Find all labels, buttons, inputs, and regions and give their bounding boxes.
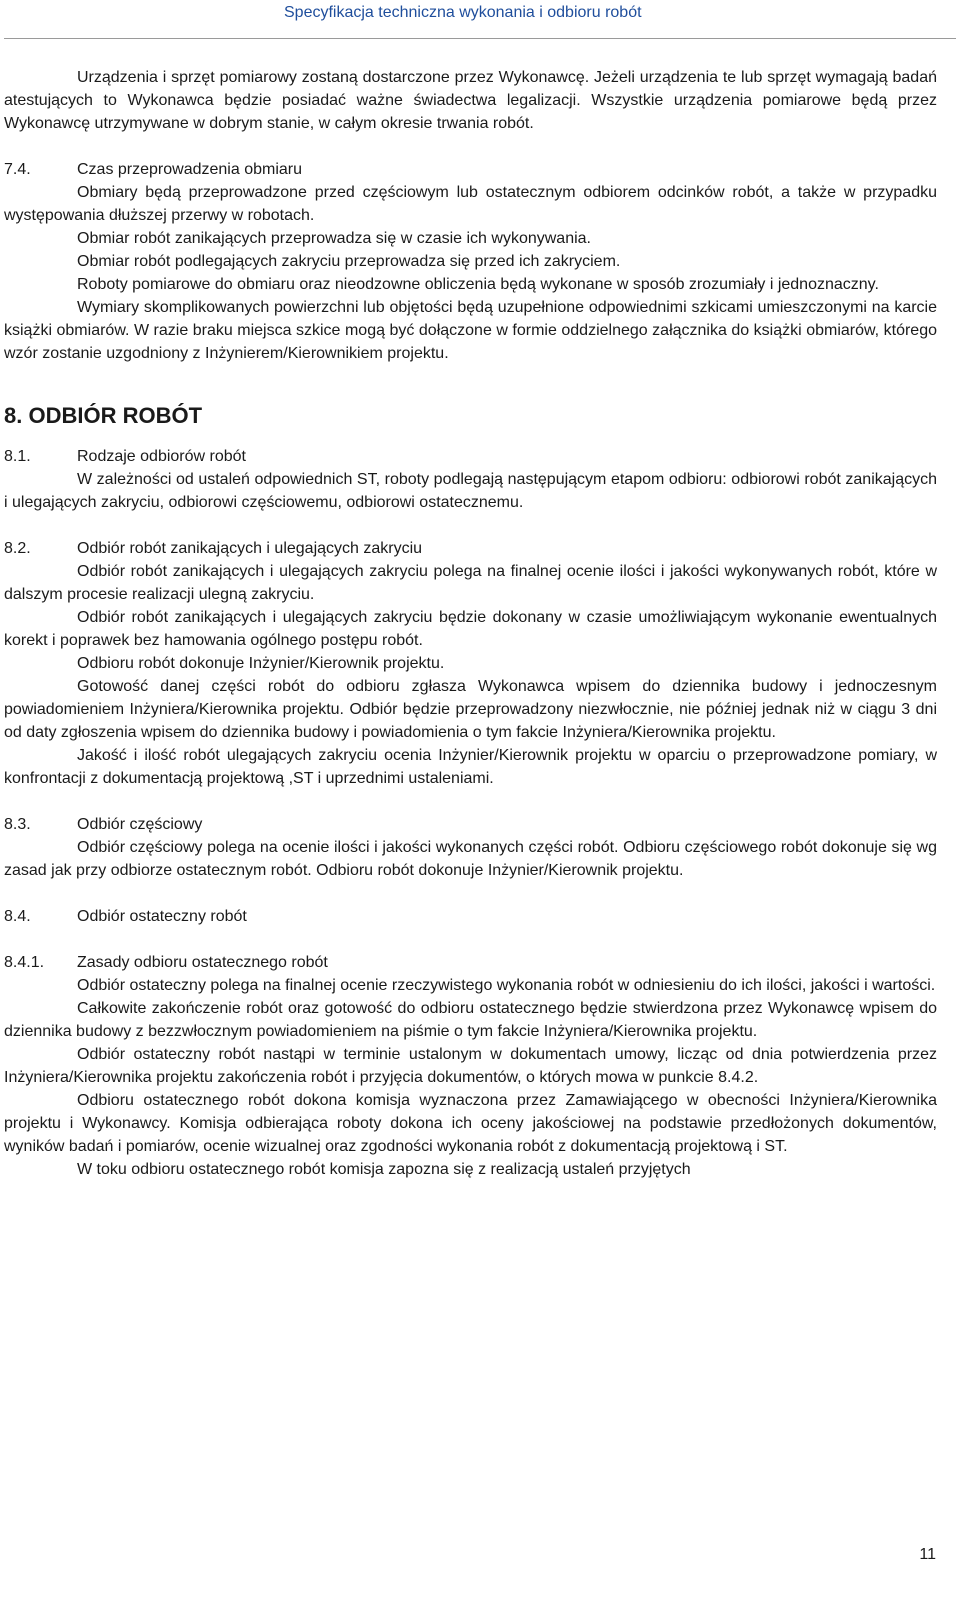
section-8-4-heading bbox=[4, 905, 937, 928]
section-title: Czas przeprowadzenia obmiaru bbox=[77, 161, 302, 178]
paragraph: Obmiary będą przeprowadzone przed częściowym lub ostatecznym odbiorem odcinków robót, a także w przypadku występowania dłuższej przerwy w robotach. bbox=[4, 184, 937, 224]
paragraph: Odbiór robót zanikających i ulegających zakryciu będzie dokonany w czasie umożliwiającym wykonanie ewentualnych korekt i poprawek bez hamowania ogólnego postępu robót. bbox=[4, 609, 937, 649]
paragraph: Gotowość danej części robót do odbioru zgłasza Wykonawca wpisem do dziennika budowy i jednoczesnym powiadomieniem Inżyniera/Kierownika projektu. Odbiór będzie przeprowadzony niezwłocznie, nie później jednak niż w ciągu 3 dni od daty zgłoszenia wpisem do dziennika budowy i powiadomienia o tym fakcie Inżyniera/Kierownika projektu. bbox=[4, 678, 937, 741]
section-number: 8.4.1. bbox=[4, 954, 45, 971]
paragraph: Wymiary skomplikowanych powierzchni lub objętości będą uzupełnione odpowiednimi szkicami umieszczonymi na karcie książki obmiarów. W razie braku miejsca szkice mogą być dołączone w formie oddzielnego załącznika do książki obmiarów, którego wzór zostanie uzgodniony z Inżynierem/Kierownikiem projektu. bbox=[4, 299, 937, 362]
paragraph: Roboty pomiarowe do obmiaru oraz nieodzowne obliczenia będą wykonane w sposób zrozumiały i jednoznaczny. bbox=[77, 276, 879, 293]
section-number: 8.1. bbox=[4, 448, 31, 465]
paragraph: Obmiar robót podlegających zakryciu przeprowadza się przed ich zakryciem. bbox=[77, 253, 621, 270]
page-header bbox=[0, 0, 960, 38]
header-title: Specyfikacja techniczna wykonania i odbioru robót bbox=[284, 4, 642, 21]
section-8-4-1-heading bbox=[4, 951, 937, 974]
paragraph: Odbiór robót zanikających i ulegających zakryciu polega na finalnej ocenie ilości i jakości wykonywanych robót, które w dalszym procesie realizacji ulegną zakryciu. bbox=[4, 563, 937, 603]
paragraph: Odbiór ostateczny polega na finalnej ocenie rzeczywistego wykonania robót w odniesieniu do ich ilości, jakości i wartości. bbox=[77, 977, 936, 994]
section-title: Rodzaje odbiorów robót bbox=[77, 448, 246, 465]
header-divider bbox=[4, 38, 956, 39]
section-number: 8.4. bbox=[4, 908, 31, 925]
paragraph: Odbiór ostateczny robót nastąpi w terminie ustalonym w dokumentach umowy, licząc od dnia potwierdzenia przez Inżyniera/Kierownika projektu zakończenia robót i przyjęcia dokumentów, o których mowa w punkcie 8.4.2. bbox=[4, 1046, 937, 1086]
paragraph: Odbioru robót dokonuje Inżynier/Kierownik projektu. bbox=[77, 655, 445, 672]
section-title: Odbiór robót zanikających i ulegających zakryciu bbox=[77, 540, 423, 557]
section-7-4-heading bbox=[4, 158, 937, 181]
paragraph: Obmiar robót zanikających przeprowadza się w czasie ich wykonywania. bbox=[77, 230, 591, 247]
paragraph: Jakość i ilość robót ulegających zakryciu ocenia Inżynier/Kierownik projektu w oparciu o przeprowadzone pomiary, w konfrontacji z dokumentacją projektową ,ST i uprzednimi ustaleniami. bbox=[4, 747, 937, 787]
chapter-heading: 8. ODBIÓR ROBÓT bbox=[4, 403, 203, 428]
section-number: 8.3. bbox=[4, 816, 31, 833]
section-title: Zasady odbioru ostatecznego robót bbox=[77, 954, 328, 971]
paragraph: Odbioru ostatecznego robót dokona komisja wyznaczona przez Zamawiającego w obecności Inżyniera/Kierownika projektu i Wykonawcy. Komisja odbierająca roboty dokona ich oceny jakościowej na podstawie przedłożonych dokumentów, wyników badań i pomiarów, ocenie wizualnej oraz zgodności wykonania robót z dokumentacją projektową i ST. bbox=[4, 1092, 937, 1155]
document-body bbox=[4, 66, 937, 1181]
paragraph: W toku odbioru ostatecznego robót komisja zapozna się z realizacją ustaleń przyjętych bbox=[77, 1161, 691, 1178]
section-title: Odbiór ostateczny robót bbox=[77, 908, 247, 925]
page-number: 11 bbox=[919, 1546, 936, 1563]
paragraph: Całkowite zakończenie robót oraz gotowość do odbioru ostatecznego będzie stwierdzona przez Wykonawcę wpisem do dziennika budowy z bezzwłocznym powiadomieniem na piśmie o tym fakcie Inżyniera/Kierownika projektu. bbox=[4, 1000, 937, 1040]
section-number: 8.2. bbox=[4, 540, 31, 557]
section-8-1-heading bbox=[4, 445, 937, 468]
paragraph: W zależności od ustaleń odpowiednich ST, roboty podlegają następującym etapom odbioru: odbiorowi robót zanikających i ulegających zakryciu, odbiorowi częściowemu, odbiorowi ostatecznemu. bbox=[4, 471, 937, 511]
paragraph: Odbiór częściowy polega na ocenie ilości i jakości wykonanych części robót. Odbioru częściowego robót dokonuje się wg zasad jak przy odbiorze ostatecznym robót. Odbioru robót dokonuje Inżynier/Kierownik projektu. bbox=[4, 839, 937, 879]
section-8-3-heading bbox=[4, 813, 937, 836]
section-title: Odbiór częściowy bbox=[77, 816, 203, 833]
intro-paragraph: Urządzenia i sprzęt pomiarowy zostaną dostarczone przez Wykonawcę. Jeżeli urządzenia te lub sprzęt wymagają badań atestujących to Wykonawca będzie posiadać ważne świadectwa legalizacji. Wszystkie urządzenia pomiarowe będą przez Wykonawcę utrzymywane w dobrym stanie, w całym okresie trwania robót. bbox=[4, 69, 937, 132]
section-number: 7.4. bbox=[4, 161, 31, 178]
section-8-2-heading bbox=[4, 537, 937, 560]
